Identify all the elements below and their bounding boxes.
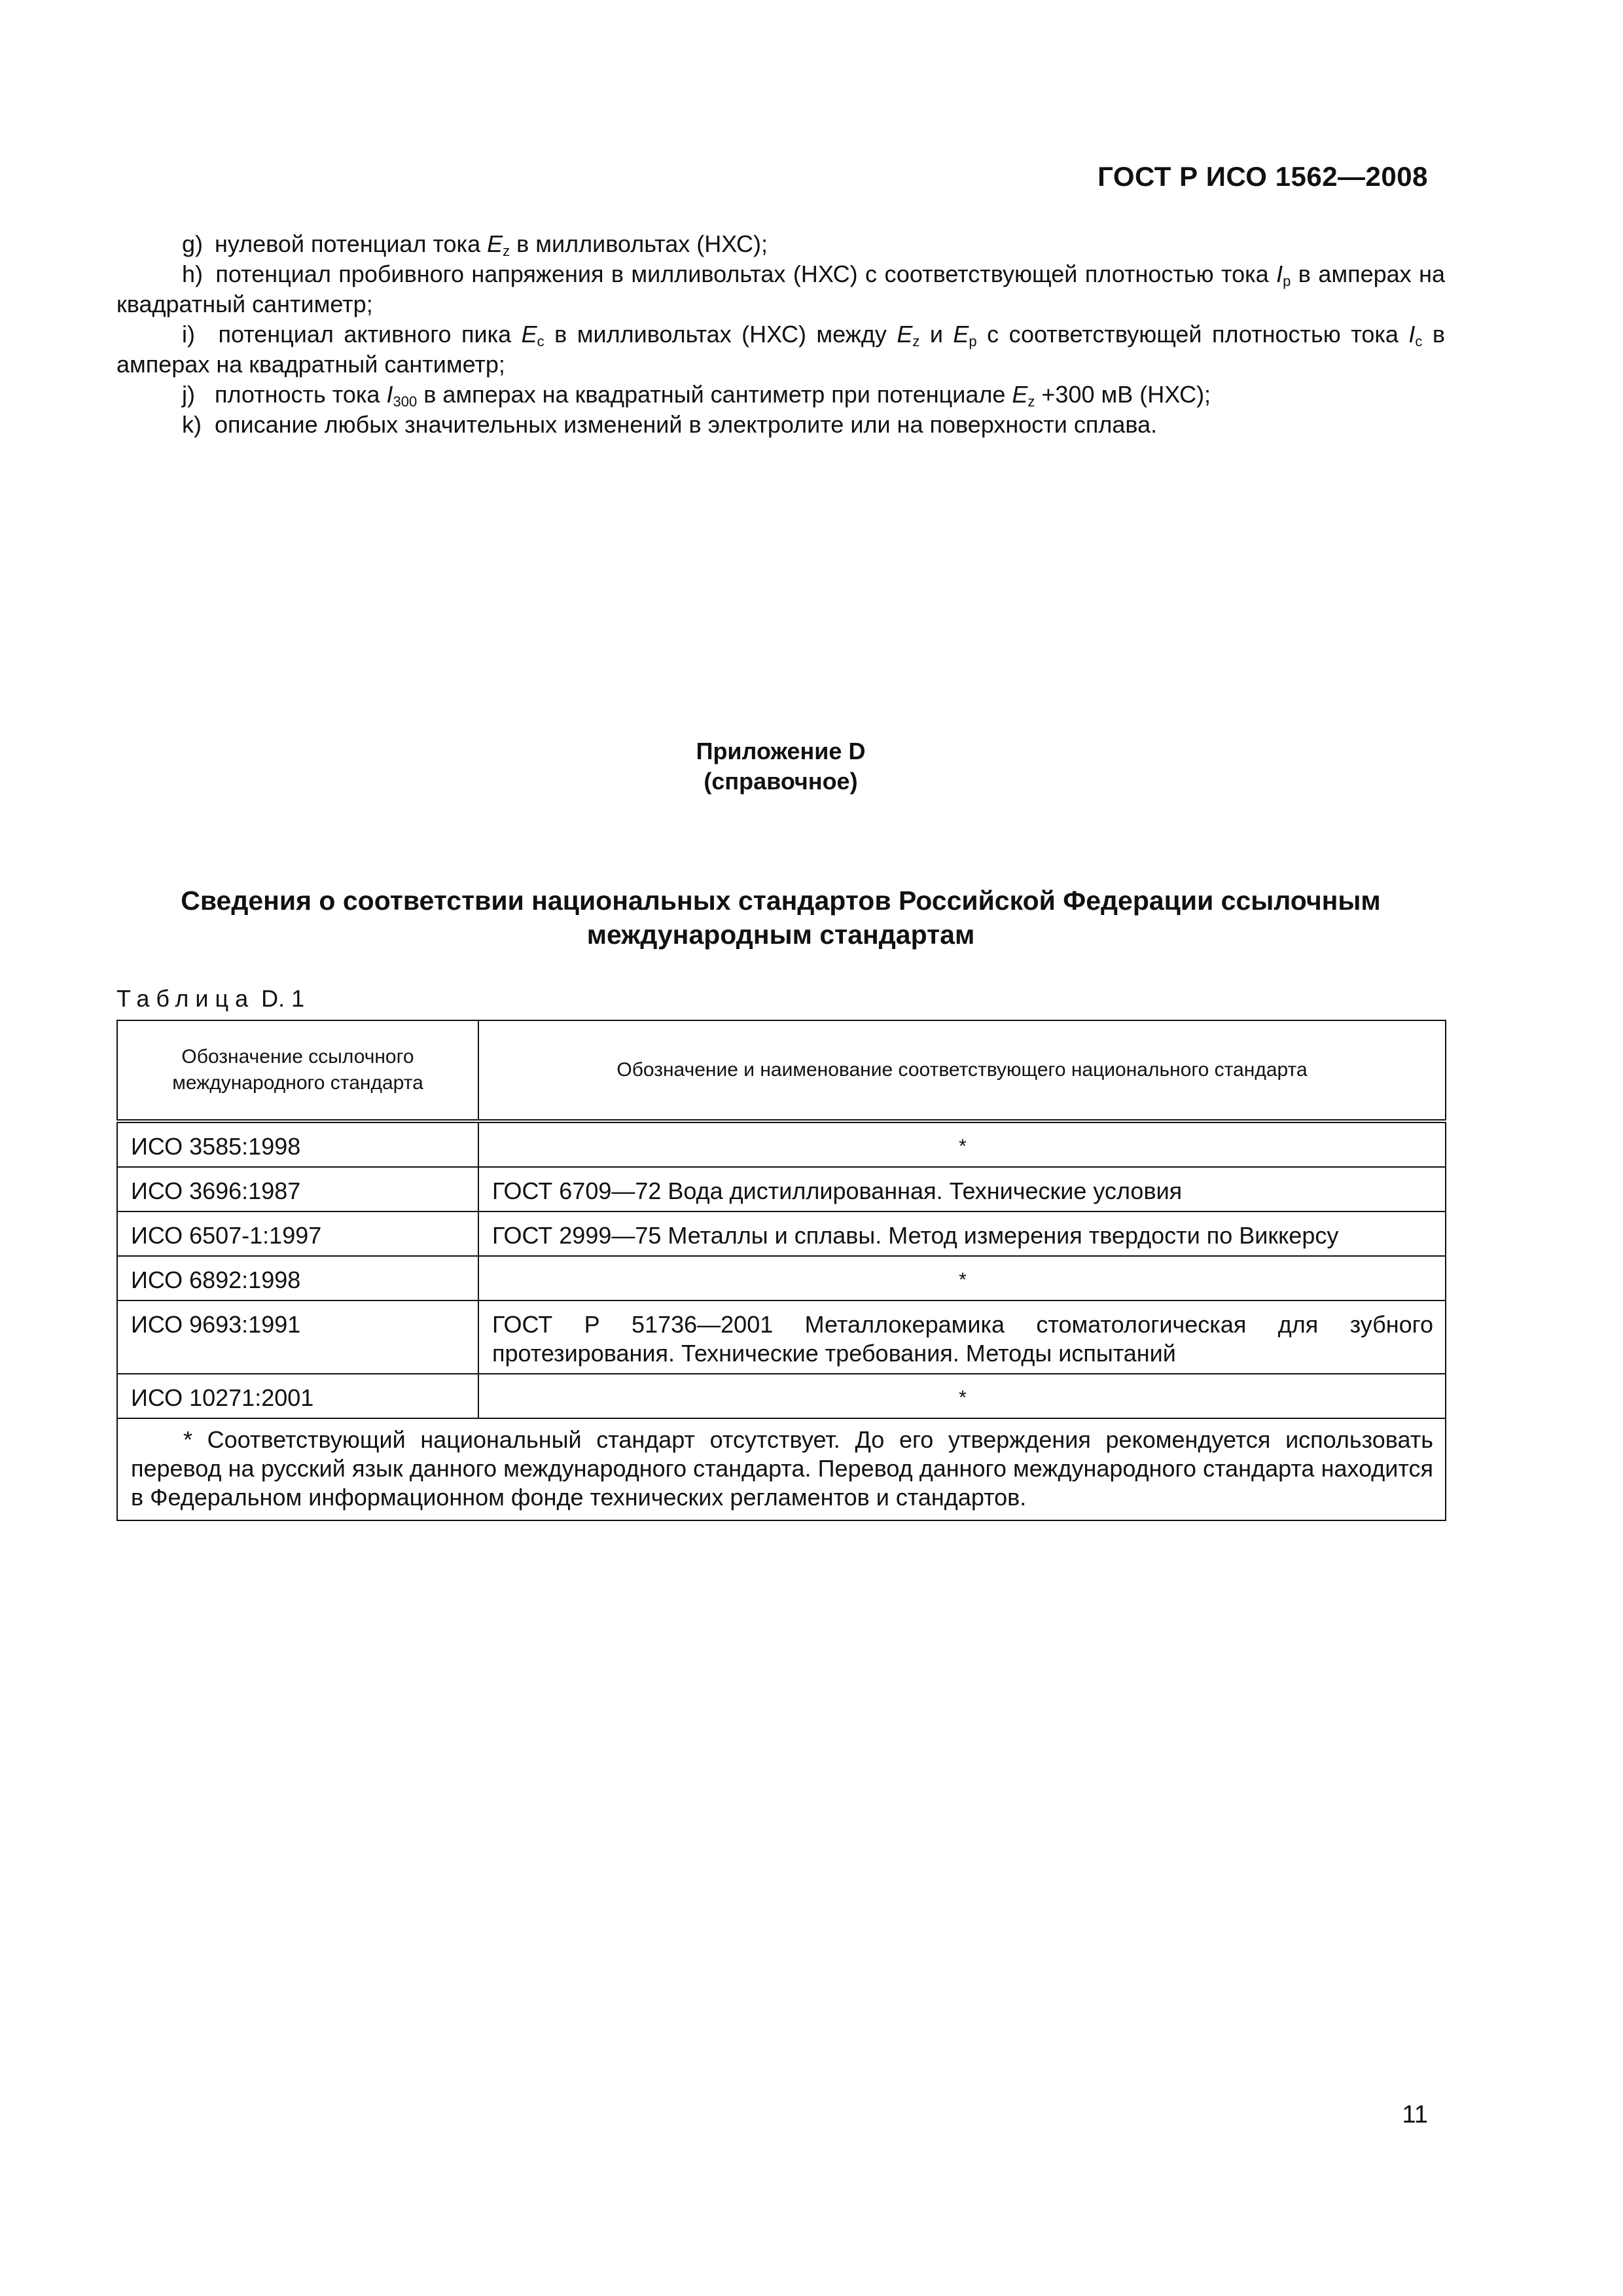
item-text: плотность тока bbox=[215, 381, 387, 408]
table-row bbox=[117, 1167, 1446, 1211]
table-row bbox=[117, 1256, 1446, 1300]
list-item-i bbox=[116, 319, 1445, 380]
cell-intl: ИСО 6507-1:1997 bbox=[117, 1211, 478, 1256]
cell-intl: ИСО 3696:1987 bbox=[117, 1167, 478, 1211]
subscript: p bbox=[969, 333, 977, 350]
symbol-e: E bbox=[521, 321, 537, 348]
table-row bbox=[117, 1121, 1446, 1167]
cell-intl: ИСО 6892:1998 bbox=[117, 1256, 478, 1300]
cell-national: ГОСТ 6709—72 Вода дистиллированная. Технические условия bbox=[478, 1167, 1446, 1211]
item-text: в милливольтах (НХС) между bbox=[544, 321, 897, 348]
table-caption bbox=[116, 985, 304, 1013]
item-text: с соответствующей плотностью тока bbox=[976, 321, 1409, 348]
table-note-row bbox=[117, 1418, 1446, 1520]
footnote-text: * Соответствующий национальный стандарт отсутствует. До его утверждения рекомендуется использовать перевод на русский язык данного международного стандарта. Перевод данного международного стандарта находится в Федеральном информационном фонде технических регламентов и стандартов. bbox=[131, 1426, 1433, 1511]
table-caption-word: Таблица bbox=[116, 985, 255, 1012]
item-letter: j) bbox=[182, 381, 195, 408]
cell-national: ГОСТ 2999—75 Металлы и сплавы. Метод измерения твердости по Виккерсу bbox=[478, 1211, 1446, 1256]
symbol-e: E bbox=[897, 321, 913, 348]
table-footnote bbox=[117, 1418, 1446, 1520]
item-letter: k) bbox=[182, 411, 202, 438]
column-header-national: Обозначение и наименование соответствующего национального стандарта bbox=[478, 1020, 1446, 1121]
item-text: описание любых значительных изменений в электролите или на поверхности сплава. bbox=[215, 411, 1158, 438]
subscript: c bbox=[537, 333, 544, 350]
subscript: z bbox=[503, 243, 510, 259]
list-items bbox=[116, 229, 1445, 440]
symbol-i: I bbox=[1408, 321, 1416, 348]
cell-national: * bbox=[478, 1256, 1446, 1300]
list-item-h bbox=[116, 259, 1445, 319]
appendix-title: Приложение D bbox=[696, 738, 866, 764]
item-text: потенциал пробивного напряжения в милливольтах (НХС) с соответствующей плотностью тока bbox=[215, 260, 1277, 287]
column-header-intl: Обозначение ссылочного международного стандарта bbox=[117, 1020, 478, 1121]
item-text: в амперах на квадратный сантиметр при потенциале bbox=[417, 381, 1012, 408]
subscript: c bbox=[1415, 333, 1423, 350]
table-header-row bbox=[117, 1020, 1446, 1121]
item-text: и bbox=[919, 321, 954, 348]
table-caption-number: D. 1 bbox=[261, 985, 305, 1012]
subscript: p bbox=[1283, 273, 1291, 289]
table-row bbox=[117, 1300, 1446, 1374]
item-text: +300 мВ (НХС); bbox=[1035, 381, 1211, 408]
table-row bbox=[117, 1211, 1446, 1256]
symbol-e: E bbox=[487, 230, 503, 257]
symbol-e: E bbox=[1012, 381, 1028, 408]
symbol-i: I bbox=[386, 381, 393, 408]
item-text: в амперах на квадратный сантиметр; bbox=[116, 321, 1445, 378]
list-item-k bbox=[116, 410, 1445, 440]
item-letter: g) bbox=[182, 230, 204, 257]
appendix-subtitle: (справочное) bbox=[704, 768, 858, 795]
page-number: 11 bbox=[1402, 2101, 1428, 2128]
cell-intl: ИСО 3585:1998 bbox=[117, 1121, 478, 1167]
appendix-heading bbox=[116, 736, 1445, 797]
item-text: в милливольтах (НХС); bbox=[510, 230, 768, 257]
table-row bbox=[117, 1374, 1446, 1418]
item-text: нулевой потенциал тока bbox=[215, 230, 488, 257]
list-item-j bbox=[116, 380, 1445, 410]
subscript: 300 bbox=[393, 393, 418, 410]
standards-table bbox=[116, 1020, 1446, 1521]
cell-intl: ИСО 9693:1991 bbox=[117, 1300, 478, 1374]
cell-national: * bbox=[478, 1121, 1446, 1167]
document-header: ГОСТ Р ИСО 1562—2008 bbox=[1097, 161, 1428, 192]
symbol-i: I bbox=[1276, 260, 1283, 287]
list-item-g bbox=[116, 229, 1445, 259]
cell-national: * bbox=[478, 1374, 1446, 1418]
cell-intl: ИСО 10271:2001 bbox=[117, 1374, 478, 1418]
subscript: z bbox=[912, 333, 920, 350]
symbol-e: E bbox=[953, 321, 969, 348]
cell-national: ГОСТ Р 51736—2001 Металлокерамика стоматологическая для зубного протезирования. Технические требования. Методы испытаний bbox=[478, 1300, 1446, 1374]
item-letter: h) bbox=[182, 260, 204, 287]
section-title: Сведения о соответствии национальных стандартов Российской Федерации ссылочным международным стандартам bbox=[181, 886, 1381, 950]
subscript: z bbox=[1027, 393, 1035, 410]
item-letter: i) bbox=[182, 321, 195, 348]
item-text: в амперах на квадратный сантиметр; bbox=[116, 260, 1445, 317]
item-text: потенциал активного пика bbox=[218, 321, 522, 348]
